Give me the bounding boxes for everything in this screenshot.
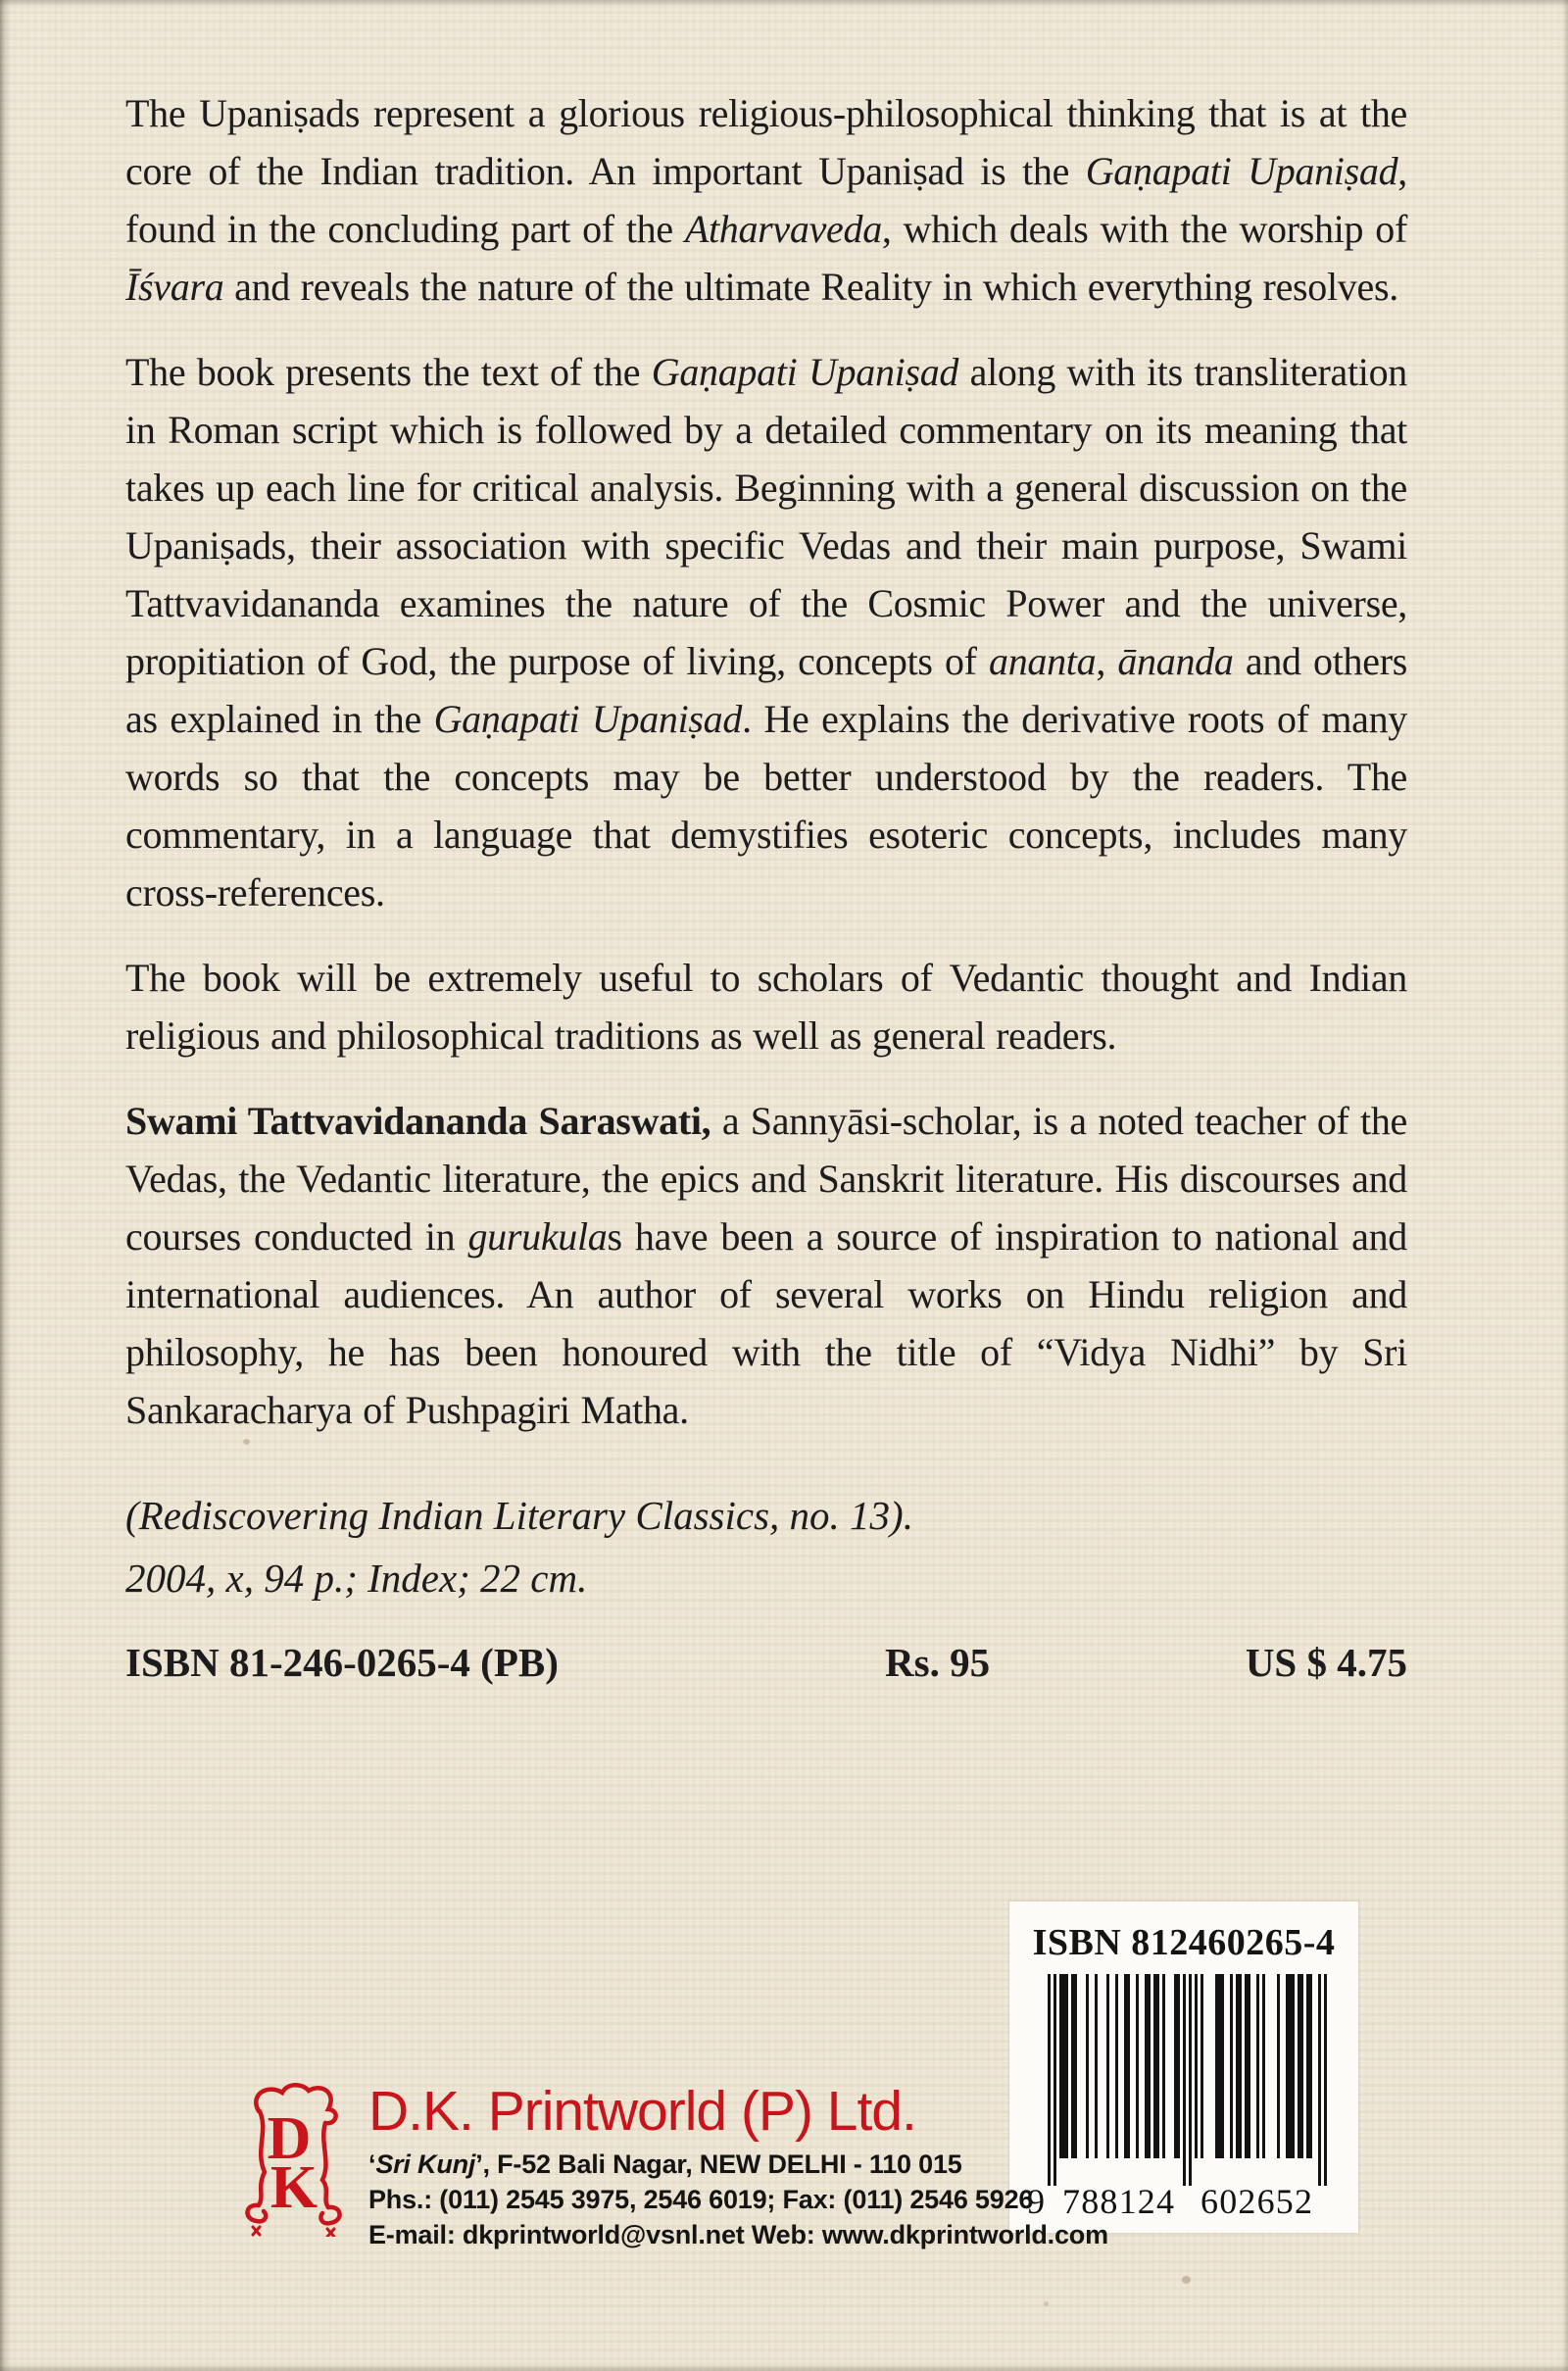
collation-line: 2004, x, 94 p.; Index; 22 cm. — [125, 1556, 588, 1601]
publisher-address: ‘Sri Kunj’, F-52 Bali Nagar, NEW DELHI - 110 015 — [368, 2149, 962, 2179]
svg-text:788124: 788124 — [1062, 2182, 1174, 2221]
svg-text:602652: 602652 — [1200, 2182, 1312, 2221]
imprint-block — [125, 1484, 1407, 1609]
price-usd: US $ 4.75 — [1245, 1640, 1407, 1685]
publisher-block — [233, 2080, 1108, 2252]
svg-text:9: 9 — [1027, 2182, 1045, 2221]
back-cover-text-block — [125, 84, 1407, 1694]
publisher-text — [368, 2080, 1108, 2252]
barcode-isbn-header: ISBN 812460265-4 — [1032, 1922, 1336, 1963]
blurb-paragraph-intro: The Upaniṣads represent a glorious religious-philosophical thinking that is at the core of the Indian tradition. An important Upaniṣad is the Gaṇapati Upaniṣad, found in the concluding part of the Atharvaveda, which deals with the worship of Īśvara and reveals the nature of the ultimate Reality in which everything resolves. — [125, 91, 1407, 309]
series-note: (Rediscovering Indian Literary Classics, no. 13). — [125, 1493, 913, 1538]
blurb-paragraph-contents: The book presents the text of the Gaṇapati Upaniṣad along with its transliteration in Roman script which is followed by a detailed commentary on its meaning that takes up each line for critical analysis. Beginning with a general discussion on the Upaniṣads, their association with specific Vedas and their main purpose, Swami Tattvavidananda examines the nature of the Cosmic Power and the universe, propitiation of God, the purpose of living, concepts of ananta, ānanda and others as explained in the Gaṇapati Upaniṣad. He explains the derivative roots of many words so that the concepts may be better understood by the readers. The commentary, in a language that demystifies esoteric concepts, includes many cross-references. — [125, 350, 1407, 914]
paper-speck — [1044, 2301, 1049, 2306]
publisher-name: D.K. Printworld (P) Ltd. — [368, 2080, 916, 2143]
price-inr: Rs. 95 — [885, 1640, 991, 1685]
isbn-number: ISBN 81-246-0265-4 (PB) — [125, 1640, 559, 1685]
svg-text:D: D — [267, 2105, 312, 2172]
isbn-price-row — [125, 1639, 1407, 1694]
blurb-paragraph-audience: The book will be extremely useful to scholars of Vedantic thought and Indian religious and philosophical traditions as well as general readers. — [125, 956, 1407, 1058]
paper-speck — [1182, 2276, 1191, 2284]
dk-printworld-logo-icon — [233, 2080, 353, 2237]
svg-text:K: K — [270, 2154, 318, 2221]
paper-speck — [243, 1439, 250, 1445]
book-blurb — [125, 84, 1407, 1439]
blurb-paragraph-author-bio: Swami Tattvavidananda Saraswati, a Sannyāsi-scholar, is a noted teacher of the Vedas, the Vedantic literature, the epics and Sanskrit literature. His discourses and courses conducted in gurukulas have been a source of inspiration to national and international audiences. An author of several works on Hindu religion and philosophy, he has been honoured with the title of “Vidya Nidhi” by Sri Sankaracharya of Pushpagiri Matha. — [125, 1099, 1408, 1432]
publisher-address-lines — [368, 2147, 1108, 2252]
publisher-phones: Phs.: (011) 2545 3975, 2546 6019; Fax: (011) 2546 5926 — [368, 2185, 1034, 2214]
publisher-email-web: E-mail: dkprintworld@vsnl.net Web: www.dkprintworld.com — [368, 2220, 1108, 2249]
